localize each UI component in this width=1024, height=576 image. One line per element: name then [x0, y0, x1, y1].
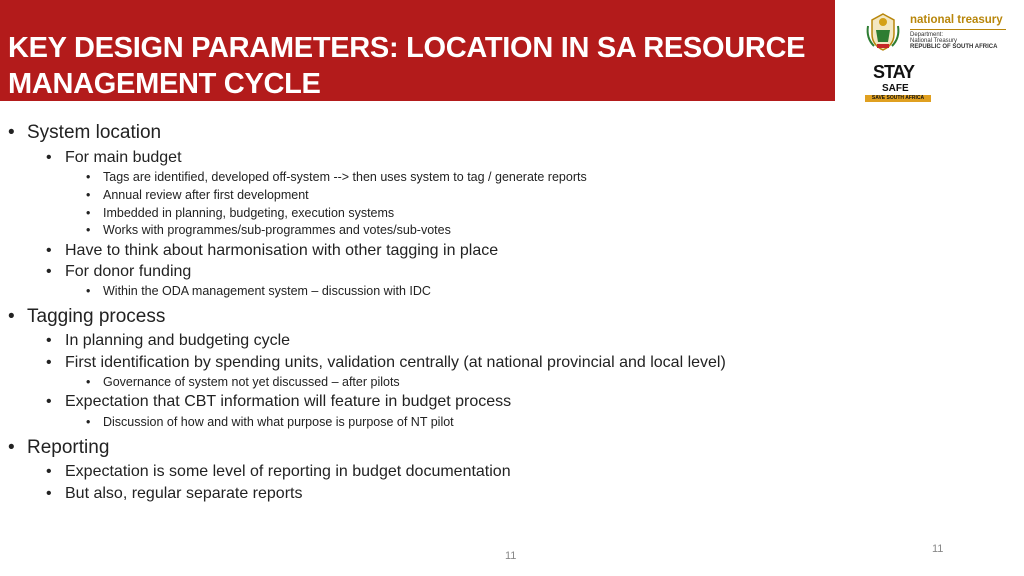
bullet-level-3-text: Works with programmes/sub-programmes and votes/sub-votes: [103, 222, 451, 237]
save-south-africa-band: SAVE SOUTH AFRICA: [865, 95, 931, 102]
bullet-marker: •: [86, 205, 91, 220]
bullet-level-2-text: In planning and budgeting cycle: [65, 331, 291, 349]
stay-text: STAY: [873, 62, 915, 82]
bullet-level-3-text: Within the ODA management system – discussion with IDC: [103, 283, 431, 298]
bullet-level-3-text: Imbedded in planning, budgeting, execution systems: [103, 205, 395, 220]
bullet-level-2-text: But also, regular separate reports: [65, 484, 303, 502]
bullet-level-2-text: For main budget: [65, 148, 182, 166]
bullet-marker: •: [46, 331, 52, 349]
title-bar: [0, 0, 835, 101]
bullet-level-3-text: Tags are identified, developed off-system --> then uses system to tag / generate reports: [103, 169, 587, 184]
bullet-marker: •: [8, 306, 15, 327]
bullet-level-2-text: Expectation is some level of reporting in budget documentation: [65, 462, 511, 480]
bullet-level-2-text: First identification by spending units, validation centrally (at national provincial and local level): [65, 353, 726, 371]
bullet-level-1-text: Tagging process: [27, 306, 166, 327]
bullet-marker: •: [8, 122, 15, 143]
bullet-level-3-text: Governance of system not yet discussed – after pilots: [103, 374, 400, 389]
page-number-center: 11: [505, 550, 517, 562]
bullet-marker: •: [86, 222, 91, 237]
coat-of-arms-icon: [864, 12, 902, 52]
bullet-marker: •: [86, 169, 91, 184]
bullet-level-1-text: Reporting: [27, 437, 110, 458]
bullet-level-1-text: System location: [27, 122, 162, 143]
stay-safe-logo: [865, 62, 933, 102]
slide-title: KEY DESIGN PARAMETERS: LOCATION IN SA RESOURCE MANAGEMENT CYCLE: [8, 32, 806, 100]
bullet-marker: •: [86, 187, 91, 202]
bullet-marker: •: [8, 437, 15, 458]
bullet-marker: •: [46, 241, 52, 259]
bullet-level-2-text: Have to think about harmonisation with other tagging in place: [65, 241, 499, 259]
bullet-marker: •: [46, 148, 52, 166]
bullet-marker: •: [86, 374, 91, 389]
bullet-level-3-text: Annual review after first development: [103, 187, 309, 202]
bullet-marker: •: [46, 484, 52, 502]
bullet-marker: •: [46, 353, 52, 371]
treasury-country: REPUBLIC OF SOUTH AFRICA: [910, 44, 998, 50]
bullet-marker: •: [86, 283, 91, 298]
bullet-marker: •: [46, 462, 52, 480]
page-number-right: 11: [932, 543, 944, 555]
bullet-marker: •: [46, 392, 52, 410]
bullet-marker: •: [46, 262, 52, 280]
treasury-dept-name: National Treasury: [910, 38, 958, 44]
bullet-level-3-text: Discussion of how and with what purpose is purpose of NT pilot: [103, 414, 454, 429]
national-treasury-logo: [864, 12, 1014, 52]
safe-text: SAFE: [882, 83, 909, 94]
treasury-divider: [910, 29, 1006, 30]
bullet-marker: •: [86, 414, 91, 429]
treasury-dept-label: Department:: [910, 32, 944, 38]
bullet-level-2-text: For donor funding: [65, 262, 192, 280]
bullet-level-2-text: Expectation that CBT information will feature in budget process: [65, 392, 512, 410]
treasury-name: national treasury: [910, 14, 1003, 26]
